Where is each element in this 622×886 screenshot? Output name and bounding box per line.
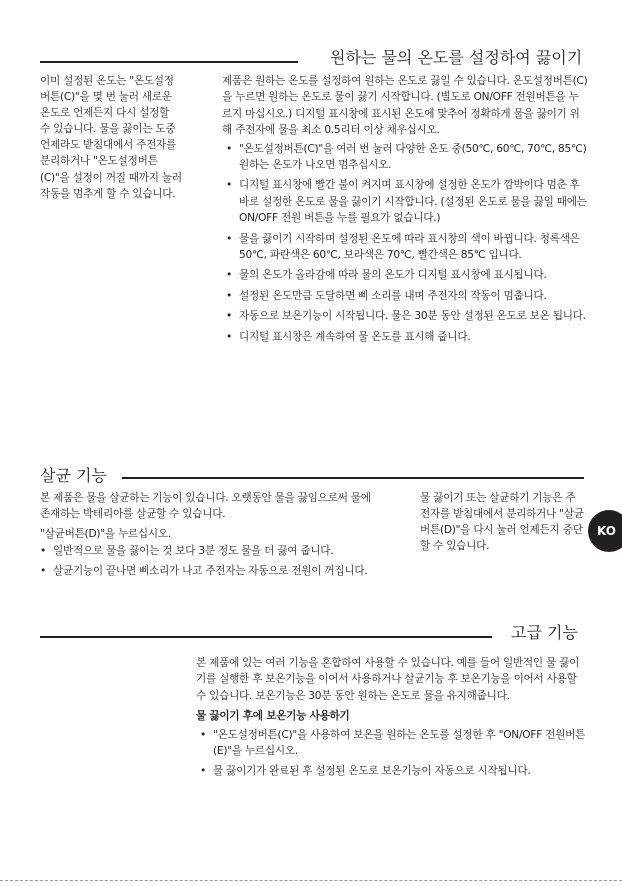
language-tab-label: KO (597, 524, 616, 538)
section3-bullet: • 물 끓이기가 완료된 후 설정된 온도로 보온기능이 자동으로 시작됩니다. (200, 763, 586, 779)
section2-sidebar-note: 물 끓이기 또는 살균하기 기능은 주전자를 받침대에서 분리하거나 "살균버튼(D)"을 다시 눌러 언제든지 중단 할 수 있습니다. (420, 492, 584, 553)
page-trim-line (0, 880, 622, 881)
section1-bullet: • 물의 온도가 올라감에 따라 물의 온도가 디지털 표시창에 표시됩니다. (226, 267, 588, 283)
section1-bullet: • 설정된 온도만큼 도달하면 삐 소리를 내며 주전자의 작동이 멈춥니다. (226, 288, 588, 304)
section2-instruction: "살균버튼(D)"을 누르십시오. (40, 527, 171, 540)
section3-intro: 본 제품에 있는 여러 기능을 혼합하여 사용할 수 있습니다. 예를 들어 일반적인 물 끓이기를 실행한 후 보온기능을 이어서 사용하거나 살균기능 후 보온기능을 이어서 사용할 수 있습니다. 보온기능은 30분 동안 원하는 온도로 물을 유지해줍니다. (196, 657, 580, 702)
section2-bullet: • 일반적으로 물을 끓이는 것 보다 3분 정도 물을 더 끓여 줍니다. (40, 543, 380, 559)
section1-bullet: • "온도설정버튼(C)"을 여러 번 눌러 다양한 온도 중(50℃, 60℃, 70℃, 85℃) 원하는 온도가 나오면 멈추십시오. (226, 141, 588, 174)
section3-body (196, 655, 586, 780)
section2-body (40, 490, 380, 579)
section3-title: 고급 기능 (511, 623, 578, 642)
section2-bullet: • 살균기능이 끝나면 삐소리가 나고 주전자는 자동으로 전원이 꺼집니다. (40, 563, 380, 579)
section2-intro: 본 제품은 물을 살균하는 기능이 있습니다. 오랫동안 물을 끓임으로써 물에 존재하는 박테리아를 살균할 수 있습니다. (40, 492, 371, 521)
section1-rule (40, 61, 298, 63)
section1-bullet: • 자동으로 보온기능이 시작됩니다. 물은 30분 동안 설정된 온도로 보온 됩니다. (226, 308, 588, 324)
section3-bullet: • "온도설정버튼(C)"을 사용하여 보온을 원하는 온도를 설정한 후 "ON/OFF 전원버튼(E)"을 누르십시오. (200, 727, 586, 760)
section1-intro: 제품은 원하는 온도를 설정하여 원하는 온도로 끓일 수 있습니다. 온도설정버튼(C)을 누르면 원하는 온도로 물이 끓기 시작합니다. (별도로 ON/OFF 전원버튼을 누르지 마십시오.) 디지털 표시창에 표시된 온도에 맞추어 정확하게 물을 끓이기 위해 주전자에 물을 최소 0.5리터 이상 채우십시오. (222, 75, 588, 137)
section1-title: 원하는 물의 온도를 설정하여 끓이기 (330, 48, 583, 67)
section2-title: 살균 기능 (40, 466, 107, 485)
section3-rule (40, 636, 492, 638)
section2-rule (122, 477, 584, 479)
section3-subheading: 물 끓이기 후에 보온기능 사용하기 (196, 710, 350, 723)
section1-bullet: • 디지털 표시창에 빨간 불이 켜지며 표시창에 설정한 온도가 깜박이다 멈춘 후 바로 설정한 온도로 물을 끓이기 시작합니다. (설정된 온도로 물을 끓일 때에는 ON/OFF 전원 버튼을 누를 필요가 없습니다.) (226, 177, 588, 226)
section1-bullet: • 물을 끓이기 시작하며 설정된 온도에 따라 표시창의 색이 바뀝니다. 청록색은 50℃, 파란색은 60℃, 보라색은 70℃, 빨간색은 85℃ 입니다. (226, 231, 588, 264)
section1-sidebar-note: 이미 설정된 온도는 "온도설정버튼(C)"을 몇 번 눌러 새로운 온도로 언제든지 다시 설정할 수 있습니다. 물을 끓이는 도중 언제라도 받침대에서 주전자를 분리하거나 "온도설정버튼(C)"을 설정이 꺼질 때까지 눌러 작동을 멈추게 할 수 있습니다. (40, 75, 182, 200)
section1-bullet-list (226, 141, 588, 345)
section1-bullet: • 디지털 표시창은 계속하여 물 온도를 표시해 줍니다. (226, 329, 588, 345)
section1-body (222, 73, 588, 345)
section2-bullet-list (40, 543, 380, 579)
section3-bullet-list (200, 727, 586, 780)
language-tab-ko (588, 510, 622, 552)
